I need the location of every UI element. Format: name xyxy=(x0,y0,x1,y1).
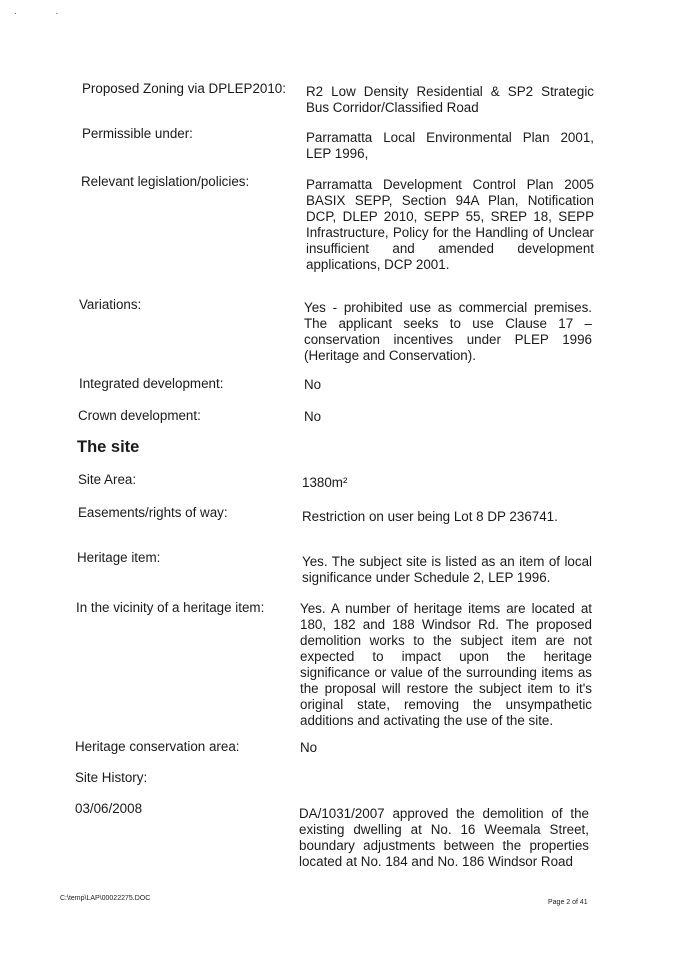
footer-page-number: Page 2 of 41 xyxy=(548,899,588,906)
field-label: Integrated development: xyxy=(79,376,224,391)
field-label: Heritage conservation area: xyxy=(75,739,240,754)
section-heading: The site xyxy=(77,438,140,456)
field-value: No xyxy=(300,740,318,755)
field-value: Yes. A number of heritage items are located at 180, 182 and 188 Windsor Rd. The proposed demolition works to the subject item are not expected to impact upon the heritage significance or value of the surrounding items as the proposal will restore the subject item to it's original state, removing the unsympathetic additions and activating the use of the site. xyxy=(300,601,592,728)
field-label: Variations: xyxy=(79,297,142,312)
field-label: In the vicinity of a heritage item: xyxy=(76,600,265,615)
field-label: Crown development: xyxy=(78,408,201,423)
field-value: 1380m² xyxy=(302,475,348,490)
field-value: Restriction on user being Lot 8 DP 236741. xyxy=(302,509,558,524)
field-label: Site History: xyxy=(75,770,148,785)
field-value: Yes - prohibited use as commercial premises. The applicant seeks to use Clause 17 – conservation incentives under PLEP 1996 (Heritage and Conservation). xyxy=(304,300,592,363)
field-label: Relevant legislation/policies: xyxy=(81,174,250,189)
field-label: Site Area: xyxy=(78,472,137,487)
field-value: Yes. The subject site is listed as an item of local significance under Schedule 2, LEP 1996. xyxy=(302,554,592,585)
history-date: 03/06/2008 xyxy=(75,801,143,816)
field-value: No xyxy=(304,377,322,392)
field-value: Parramatta Development Control Plan 2005 BASIX SEPP, Section 94A Plan, Notification DCP, DLEP 2010, SEPP 55, SREP 18, SEPP Infrastructure, Policy for the Handling of Unclear insufficient and amended development applications, DCP 2001. xyxy=(306,177,594,272)
scan-marks: . . xyxy=(14,6,77,17)
field-label: Heritage item: xyxy=(77,550,161,565)
field-label: Permissible under: xyxy=(82,126,193,141)
field-label: Proposed Zoning via DPLEP2010: xyxy=(82,81,286,96)
history-description: DA/1031/2007 approved the demolition of the existing dwelling at No. 16 Weemala Street, boundary adjustments between the properties located at No. 184 and No. 186 Windsor Road xyxy=(299,806,589,869)
field-label: Easements/rights of way: xyxy=(78,505,228,520)
field-value: R2 Low Density Residential & SP2 Strategic Bus Corridor/Classified Road xyxy=(306,84,594,115)
footer-file-path: C:\temp\LAP\00022275.DOC xyxy=(60,895,151,902)
field-value: Parramatta Local Environmental Plan 2001, LEP 1996, xyxy=(306,130,594,161)
field-value: No xyxy=(304,409,322,424)
